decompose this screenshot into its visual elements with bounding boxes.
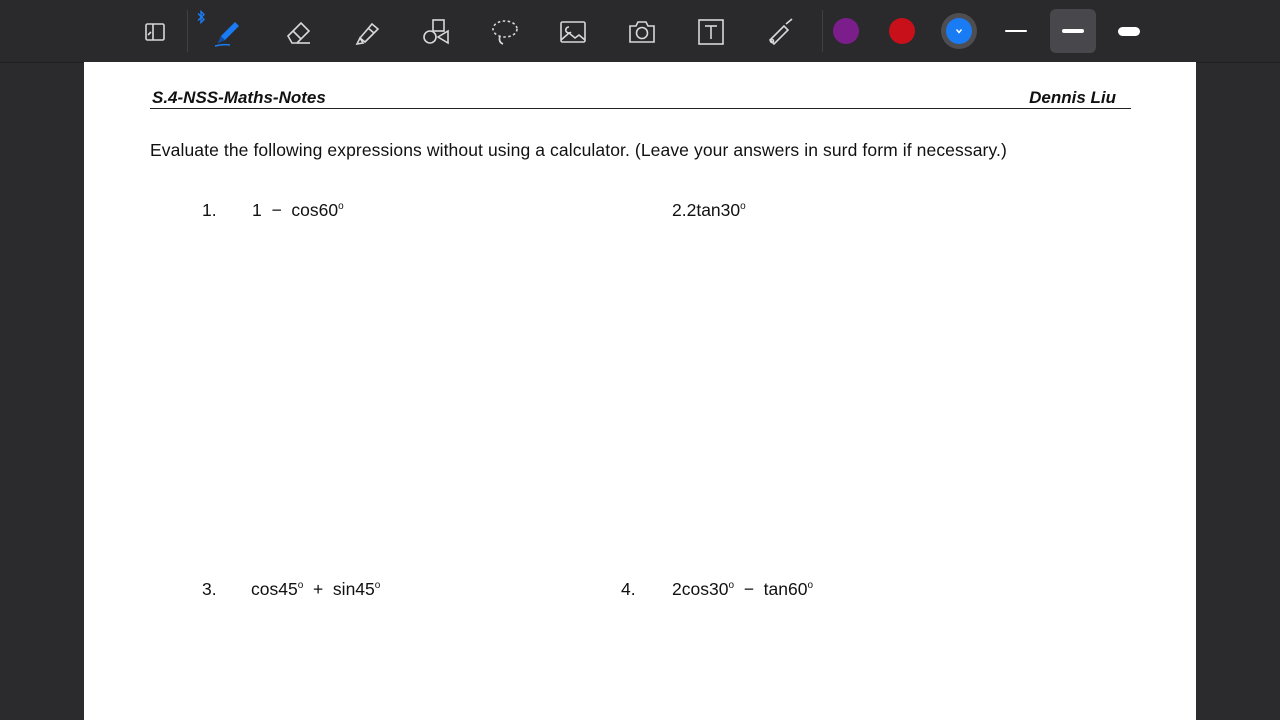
toolbar-divider <box>822 10 823 52</box>
question-expression: 2tan30$^o$ <box>686 200 746 220</box>
header-rule <box>150 108 1131 109</box>
question-number: 3. <box>202 579 217 599</box>
page-thumbnails-icon[interactable] <box>135 12 175 52</box>
document-header-author: Dennis Liu <box>1029 88 1116 107</box>
degree-symbol: o <box>374 580 381 591</box>
stroke-width-thin[interactable] <box>996 9 1036 53</box>
question-number: 2. <box>672 200 687 220</box>
bluetooth-icon <box>196 10 206 24</box>
degree-symbol: o <box>297 580 304 591</box>
question-expression: 2cos30$^o$ − tan60$^o$ <box>672 579 814 599</box>
color-swatch-red[interactable] <box>889 18 915 44</box>
chevron-down-icon <box>954 26 964 36</box>
shapes-icon[interactable] <box>416 12 456 52</box>
question-expression: 1 − cos60$^o$ <box>252 200 344 220</box>
degree-symbol: o <box>338 201 344 212</box>
question-number: 1. <box>202 200 217 220</box>
image-icon[interactable] <box>553 12 593 52</box>
camera-icon[interactable] <box>622 12 662 52</box>
document-page[interactable] <box>84 62 1196 720</box>
document-header-title: S.4-NSS-Maths-Notes <box>152 88 326 107</box>
question-number: 4. <box>621 579 636 599</box>
degree-symbol: o <box>807 580 814 591</box>
instruction-text: Evaluate the following expressions without using a calculator. (Leave your answers in surd form if necessary.) <box>150 140 1007 160</box>
stroke-width-thick[interactable] <box>1108 9 1150 53</box>
lasso-icon[interactable] <box>485 12 525 52</box>
degree-symbol: o <box>740 201 746 212</box>
text-box-icon[interactable] <box>691 12 731 52</box>
laser-pointer-icon[interactable] <box>760 12 800 52</box>
annotation-toolbar <box>0 0 1280 63</box>
toolbar-divider <box>187 10 188 52</box>
eraser-icon[interactable] <box>279 12 319 52</box>
color-swatch-purple[interactable] <box>833 18 859 44</box>
highlighter-icon[interactable] <box>348 12 388 52</box>
color-swatch-blue[interactable] <box>946 18 972 44</box>
question-expression: cos45$^o$ + sin45$^o$ <box>251 579 381 599</box>
pen-icon[interactable] <box>208 12 248 52</box>
degree-symbol: o <box>728 580 734 591</box>
question-2 <box>672 200 746 221</box>
stroke-width-medium[interactable] <box>1050 9 1096 53</box>
